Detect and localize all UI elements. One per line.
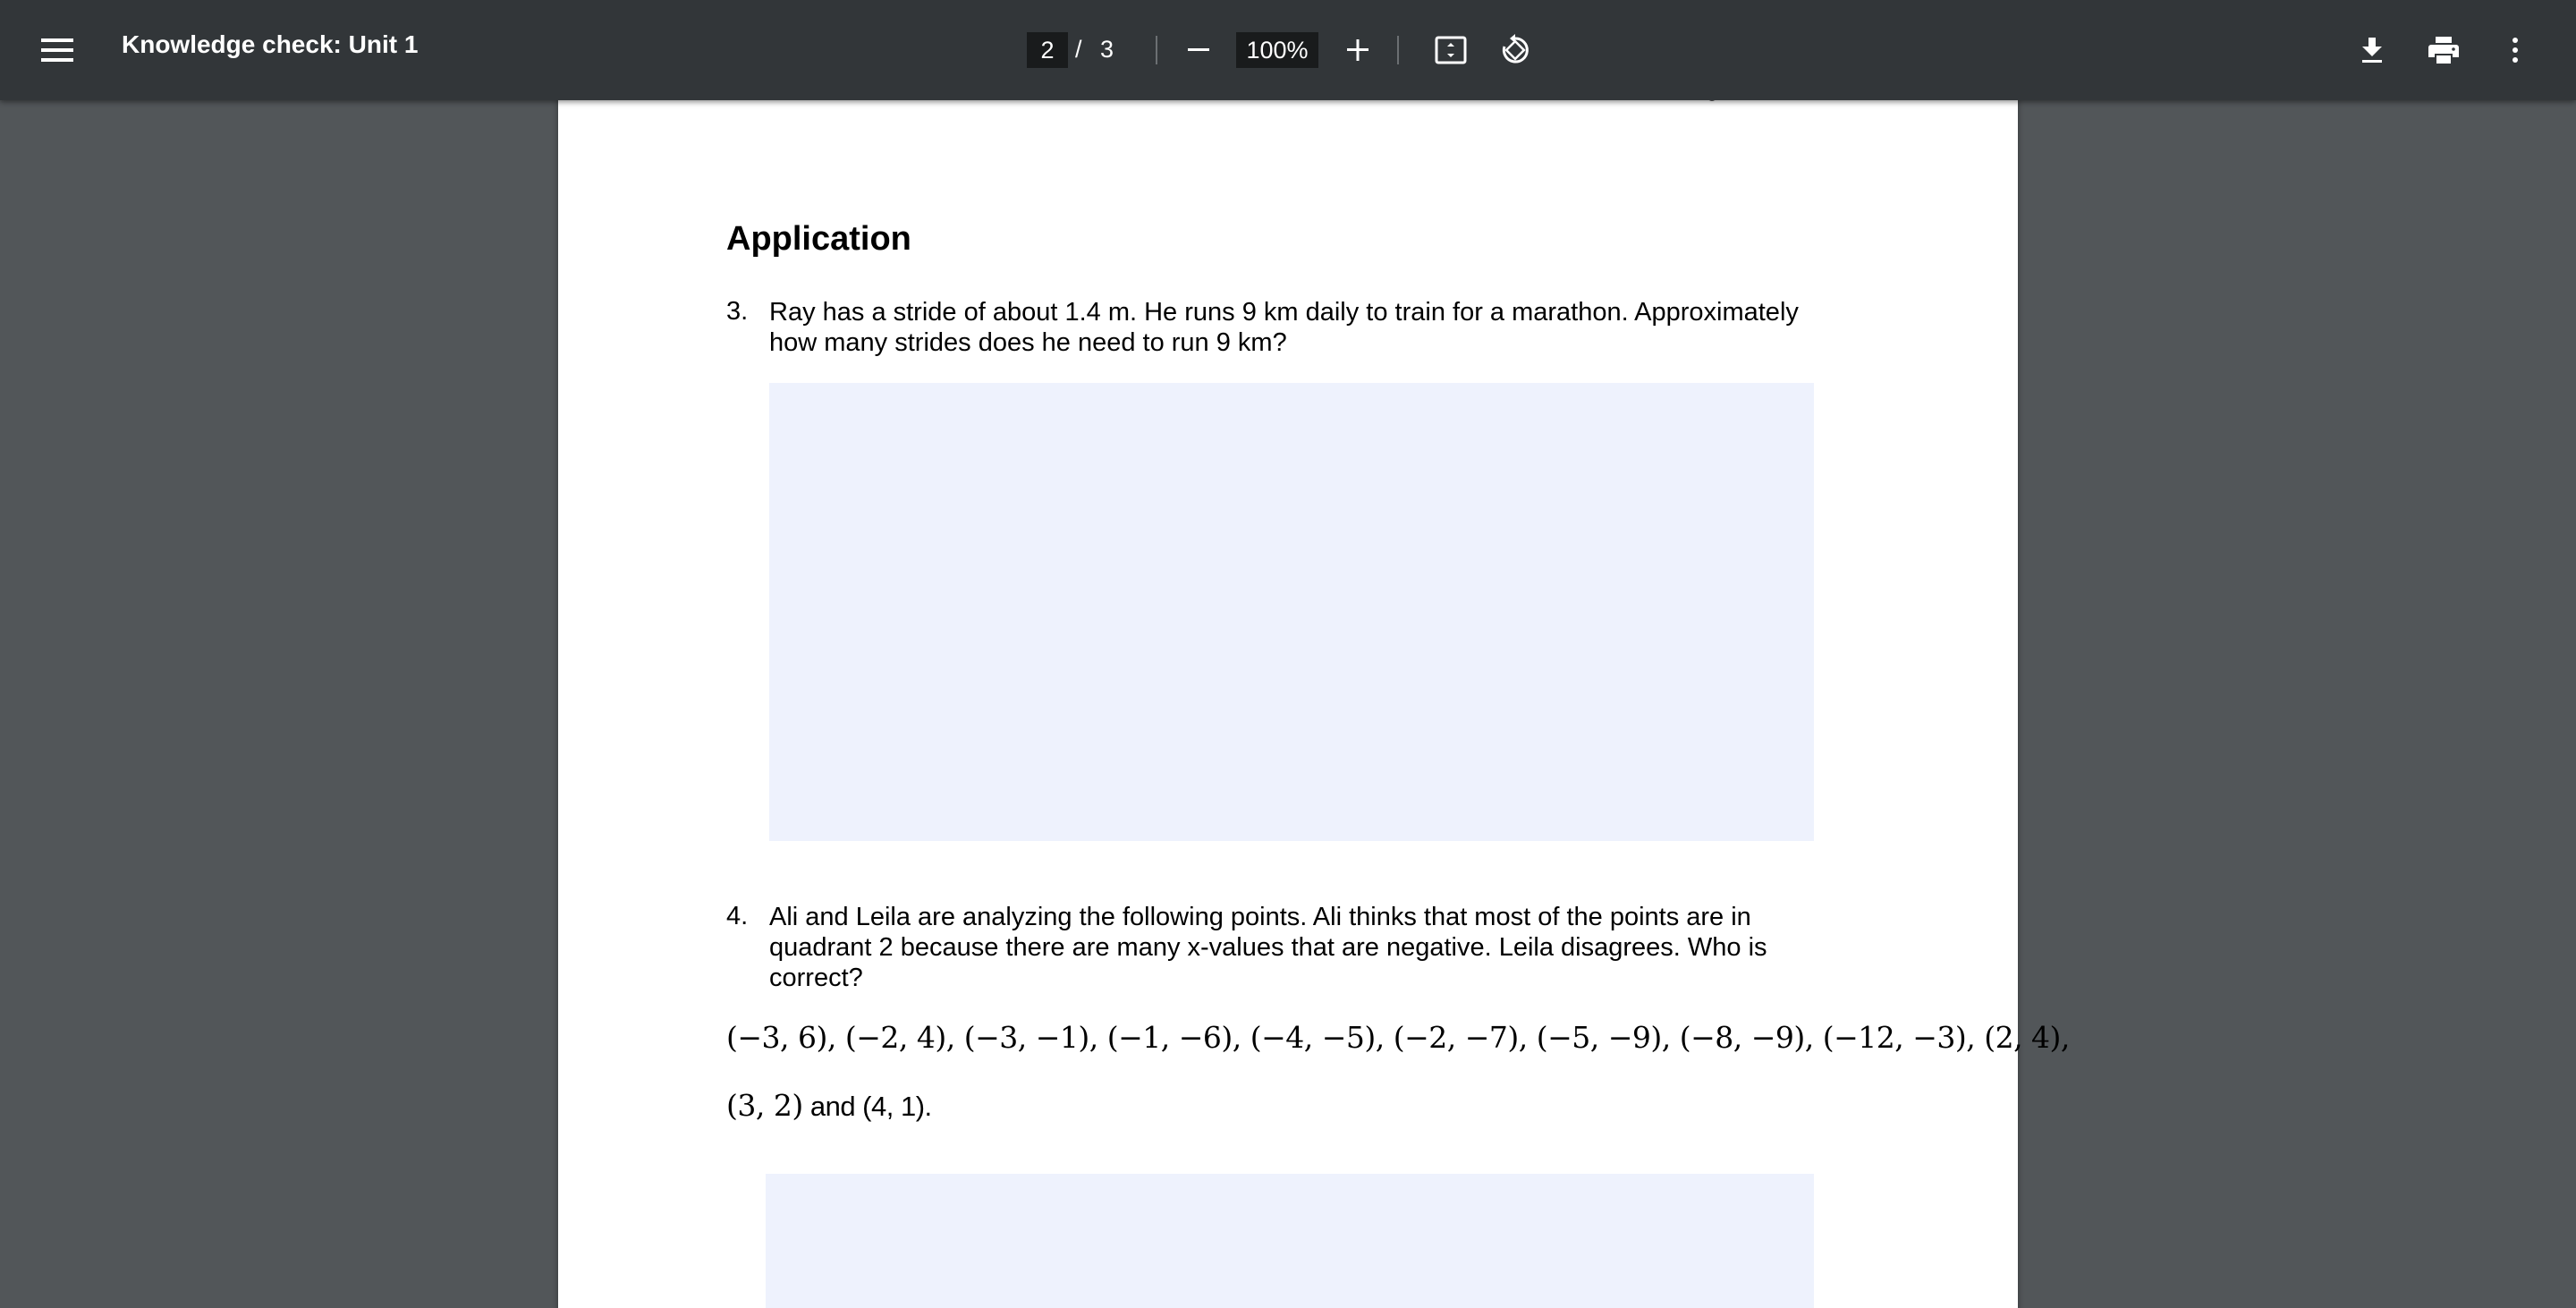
zoom-in-button[interactable]	[1336, 29, 1379, 72]
hamburger-menu-icon	[41, 37, 73, 64]
points-list-line: (−3, 6), (−2, 4), (−3, −1), (−1, −6), (−4, −5), (−2, −7), (−5, −9), (−8, −9), (−12, −3), (2, 4),	[726, 1020, 2070, 1055]
points-list-line	[726, 1088, 932, 1123]
download-icon	[2360, 36, 2385, 64]
more-options-button[interactable]	[2494, 29, 2537, 72]
pdf-viewer[interactable]	[0, 100, 2576, 1308]
question-number: 3.	[726, 297, 749, 326]
section-heading: Application	[726, 220, 911, 258]
print-icon	[2428, 35, 2460, 65]
document-title: Knowledge check: Unit 1	[122, 30, 419, 58]
question-text: Ali and Leila are analyzing the following points. Ali thinks that most of the points are in quadrant 2 because there are many x-values that are negative. Leila disagrees. Who is correct?	[769, 903, 1767, 992]
toolbar-divider	[1397, 36, 1399, 64]
menu-button[interactable]	[36, 29, 79, 72]
question-text: Ray has a stride of about 1.4 m. He runs 9 km daily to train for a marathon. Approximately how many strides does he need to run 9 km?	[769, 298, 1799, 357]
pdf-toolbar	[0, 0, 2576, 100]
page-number-input[interactable]	[1027, 32, 1068, 68]
question-number: 4.	[726, 902, 749, 930]
zoom-level-input[interactable]	[1236, 32, 1318, 68]
fit-to-page-icon	[1435, 36, 1467, 64]
page-separator: /	[1075, 36, 1082, 63]
toolbar-divider	[1156, 36, 1157, 64]
pdf-page	[558, 100, 2070, 1308]
print-button[interactable]	[2422, 29, 2465, 72]
previous-text-fragment	[1707, 100, 1737, 102]
more-vertical-icon	[2510, 36, 2521, 64]
total-pages: 3	[1100, 36, 1114, 63]
rotate-button[interactable]	[1494, 29, 1537, 72]
rotate-counterclockwise-icon	[1499, 34, 1531, 66]
fit-to-page-button[interactable]	[1429, 29, 1472, 72]
answer-field[interactable]	[769, 383, 1814, 841]
points-math: (3, 2)	[726, 1088, 803, 1123]
answer-field[interactable]	[766, 1174, 1814, 1308]
download-button[interactable]	[2351, 29, 2394, 72]
plus-icon	[1345, 38, 1370, 63]
zoom-out-button[interactable]	[1177, 29, 1220, 72]
minus-icon	[1186, 38, 1211, 63]
points-text: and (4, 1).	[802, 1091, 932, 1122]
